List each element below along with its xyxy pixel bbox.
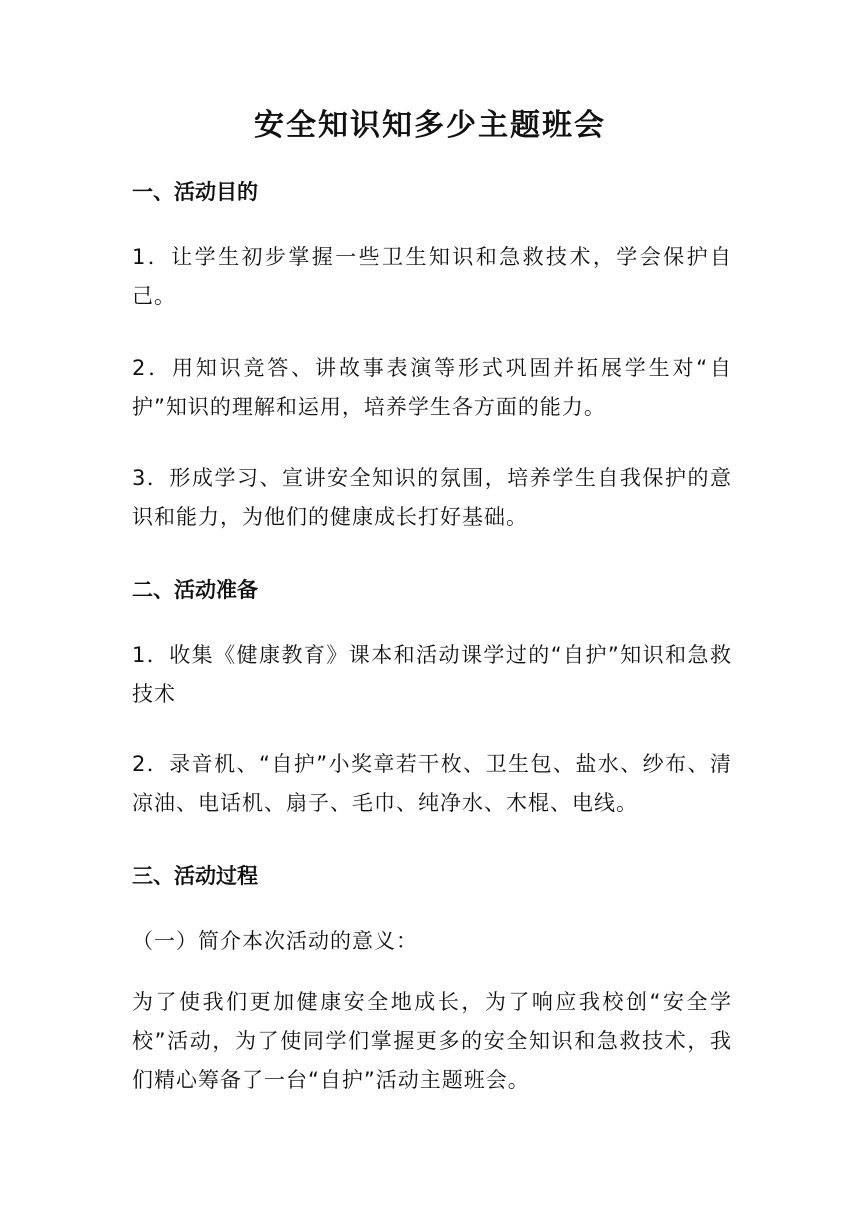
purpose-paragraph-1: 1．让学生初步掌握一些卫生知识和急救技术，学会保护自己。 <box>132 245 732 308</box>
process-paragraph-1: 为了使我们更加健康安全地成长，为了响应我校创“安全学校”活动，为了使同学们掌握更多的安全知识和急救技术，我们精心筹备了一台“自护”活动主题班会。 <box>132 990 732 1092</box>
process-subheading-1: （一）简介本次活动的意义： <box>132 929 418 953</box>
preparation-paragraph-2: 2．录音机、“自护”小奖章若干枚、卫生包、盐水、纱布、清凉油、电话机、扇子、毛巾、纯净水、木棍、电线。 <box>132 752 732 815</box>
purpose-paragraph-3: 3．形成学习、宣讲安全知识的氛围，培养学生自我保护的意识和能力，为他们的健康成长打好基础。 <box>132 466 732 529</box>
section-heading-purpose: 一、活动目的 <box>132 180 258 204</box>
section-heading-process: 三、活动过程 <box>132 864 258 888</box>
document-title: 安全知识知多少主题班会 <box>254 108 606 143</box>
purpose-paragraph-2: 2．用知识竞答、讲故事表演等形式巩固并拓展学生对“自护”知识的理解和运用，培养学生各方面的能力。 <box>132 356 732 419</box>
preparation-paragraph-1: 1．收集《健康教育》课本和活动课学过的“自护”知识和急救技术 <box>132 643 732 706</box>
section-heading-preparation: 二、活动准备 <box>132 578 258 602</box>
